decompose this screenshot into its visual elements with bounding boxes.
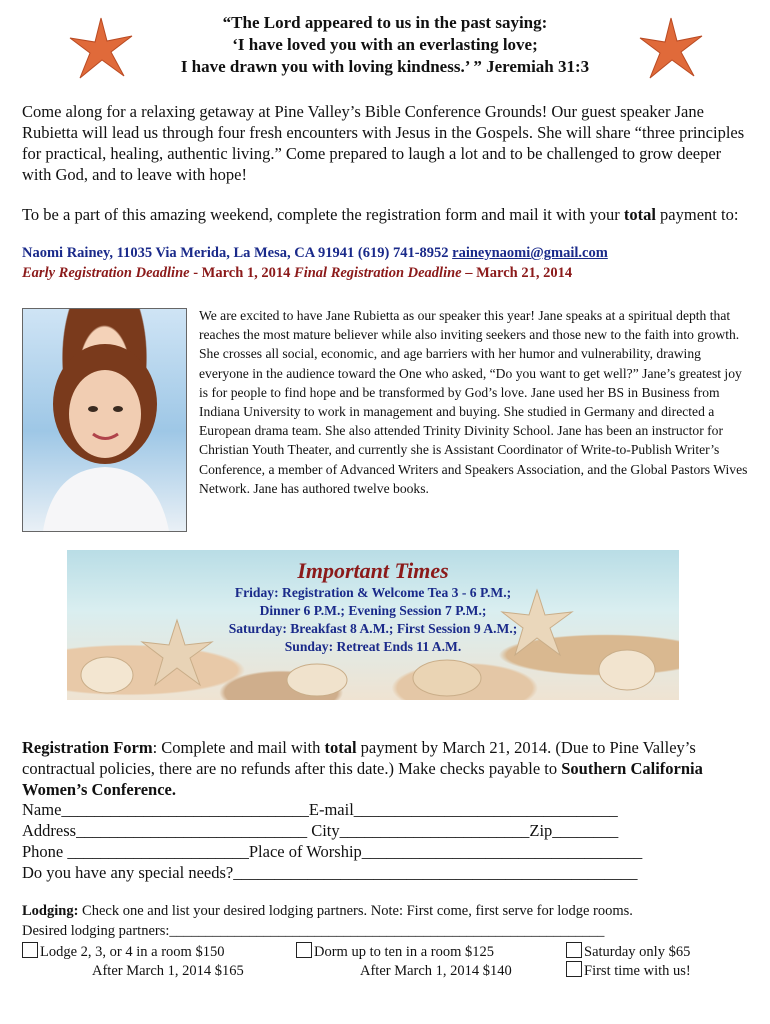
- payment-total: total: [623, 205, 656, 224]
- lodging-partners-field[interactable]: Desired lodging partners:____________________________________________________________: [22, 923, 605, 939]
- form-text-1: : Complete and mail with: [152, 738, 325, 757]
- phone-worship-field[interactable]: Phone ______________________Place of Worship__________________________________: [22, 842, 643, 861]
- final-deadline-date: – March 21, 2014: [461, 265, 573, 281]
- times-friday: Friday: Registration & Welcome Tea 3 - 6 P.M.;: [234, 585, 512, 600]
- payment-paragraph: [22, 204, 752, 225]
- times-sunday: Sunday: Retreat Ends 11 A.M.: [284, 639, 462, 654]
- saturday-checkbox[interactable]: [566, 942, 582, 958]
- saturday-price: Saturday only $65: [584, 944, 691, 960]
- registration-form-intro: [22, 737, 752, 800]
- registration-form-label: Registration Form: [22, 738, 153, 757]
- dorm-option[interactable]: [296, 942, 494, 962]
- form-total: total: [324, 738, 357, 757]
- mailing-address: [22, 245, 608, 262]
- first-time-option[interactable]: [566, 961, 691, 981]
- important-times-banner: [67, 550, 679, 700]
- verse-line-1: “The Lord appeared to us in the past saying:: [222, 13, 548, 32]
- form-payee: Southern California Women’s Conference.: [22, 759, 703, 799]
- times-saturday: Saturday: Breakfast 8 A.M.; First Session 9 A.M.;: [228, 621, 518, 636]
- first-time-checkbox[interactable]: [566, 961, 582, 977]
- lodge-late-price: After March 1, 2014 $165: [92, 963, 244, 979]
- verse-line-2: ‘I have loved you with an everlasting love;: [232, 35, 538, 54]
- lodge-price: Lodge 2, 3, or 4 in a room $150: [40, 944, 225, 960]
- scripture-verse: [110, 12, 660, 78]
- early-deadline-date: - March 1, 2014: [189, 265, 295, 281]
- verse-line-3: I have drawn you with loving kindness.’ ” Jeremiah 31:3: [180, 57, 590, 76]
- lodge-checkbox[interactable]: [22, 942, 38, 958]
- speaker-photo: [22, 308, 187, 532]
- saturday-option[interactable]: [566, 942, 690, 962]
- lodge-option[interactable]: [22, 942, 224, 962]
- dorm-late-price: After March 1, 2014 $140: [360, 963, 512, 979]
- email-link[interactable]: raineynaomi@gmail.com: [452, 245, 608, 261]
- payment-tail: payment to:: [655, 205, 739, 224]
- deadlines: [22, 265, 572, 282]
- dorm-price: Dorm up to ten in a room $125: [314, 944, 495, 960]
- name-email-field[interactable]: Name______________________________E-mail________________________________: [22, 800, 618, 819]
- address-text: Naomi Rainey, 11035 Via Merida, La Mesa, CA 91941 (619) 741-8952: [22, 245, 453, 261]
- dorm-checkbox[interactable]: [296, 942, 312, 958]
- early-deadline-label: Early Registration Deadline: [22, 265, 190, 281]
- intro-paragraph: Come along for a relaxing getaway at Pine Valley’s Bible Conference Grounds! Our guest speaker Jane Rubietta will lead us through four fresh encounters with Jesus in the Gospels. She will share “three principles for practical, healing, authentic living.” Come prepared to laugh a lot and to be challenged to grow deeper with God, and to leave with hope!: [22, 102, 745, 184]
- lodging-instructions: [22, 903, 633, 920]
- address-field[interactable]: Address____________________________ City_______________________Zip________: [22, 821, 619, 840]
- first-time-label: First time with us!: [584, 963, 691, 979]
- special-needs-field[interactable]: Do you have any special needs?_________________________________________________: [22, 863, 638, 882]
- speaker-bio: We are excited to have Jane Rubietta as our speaker this year! Jane speaks at a spiritual depth that reaches the most mature believer while also inviting seekers and those new to the faith into growth. She crosses all social, economic, and age barriers with her humor and vulnerability, drawing everyone in the audience toward the One who asked, “Do you want to get well?” Jane’s greatest joy is for people to find hope and be transformed by God’s love. Jane used her BS in Business from Indiana University to work in management and buying. She studied in Germany and directed a European drama team. She also attended Trinity Divinity School. Jane has been an instructor for Christian Youth Theater, and currently she is Assistant Coordinator of Write-to-Publish Writer’s Conference, a member of Advanced Writers and Speakers Association, and the Global Pastors Wives Network. Jane has authored twelve books.: [199, 308, 748, 496]
- payment-lead: To be a part of this amazing weekend, complete the registration form and mail it with your: [22, 205, 624, 224]
- final-deadline-label: Final Registration Deadline: [294, 265, 462, 281]
- form-text-2: payment by March 21, 2014. (Due to Pine Valley’s contractual policies, there are no refunds after this date.) Make checks payable to: [22, 738, 696, 778]
- lodging-text: Check one and list your desired lodging partners. Note: First come, first serve for lodge rooms.: [78, 903, 633, 919]
- lodging-label: Lodging:: [22, 903, 79, 919]
- times-friday-evening: Dinner 6 P.M.; Evening Session 7 P.M.;: [259, 603, 487, 618]
- times-title: Important Times: [297, 558, 449, 583]
